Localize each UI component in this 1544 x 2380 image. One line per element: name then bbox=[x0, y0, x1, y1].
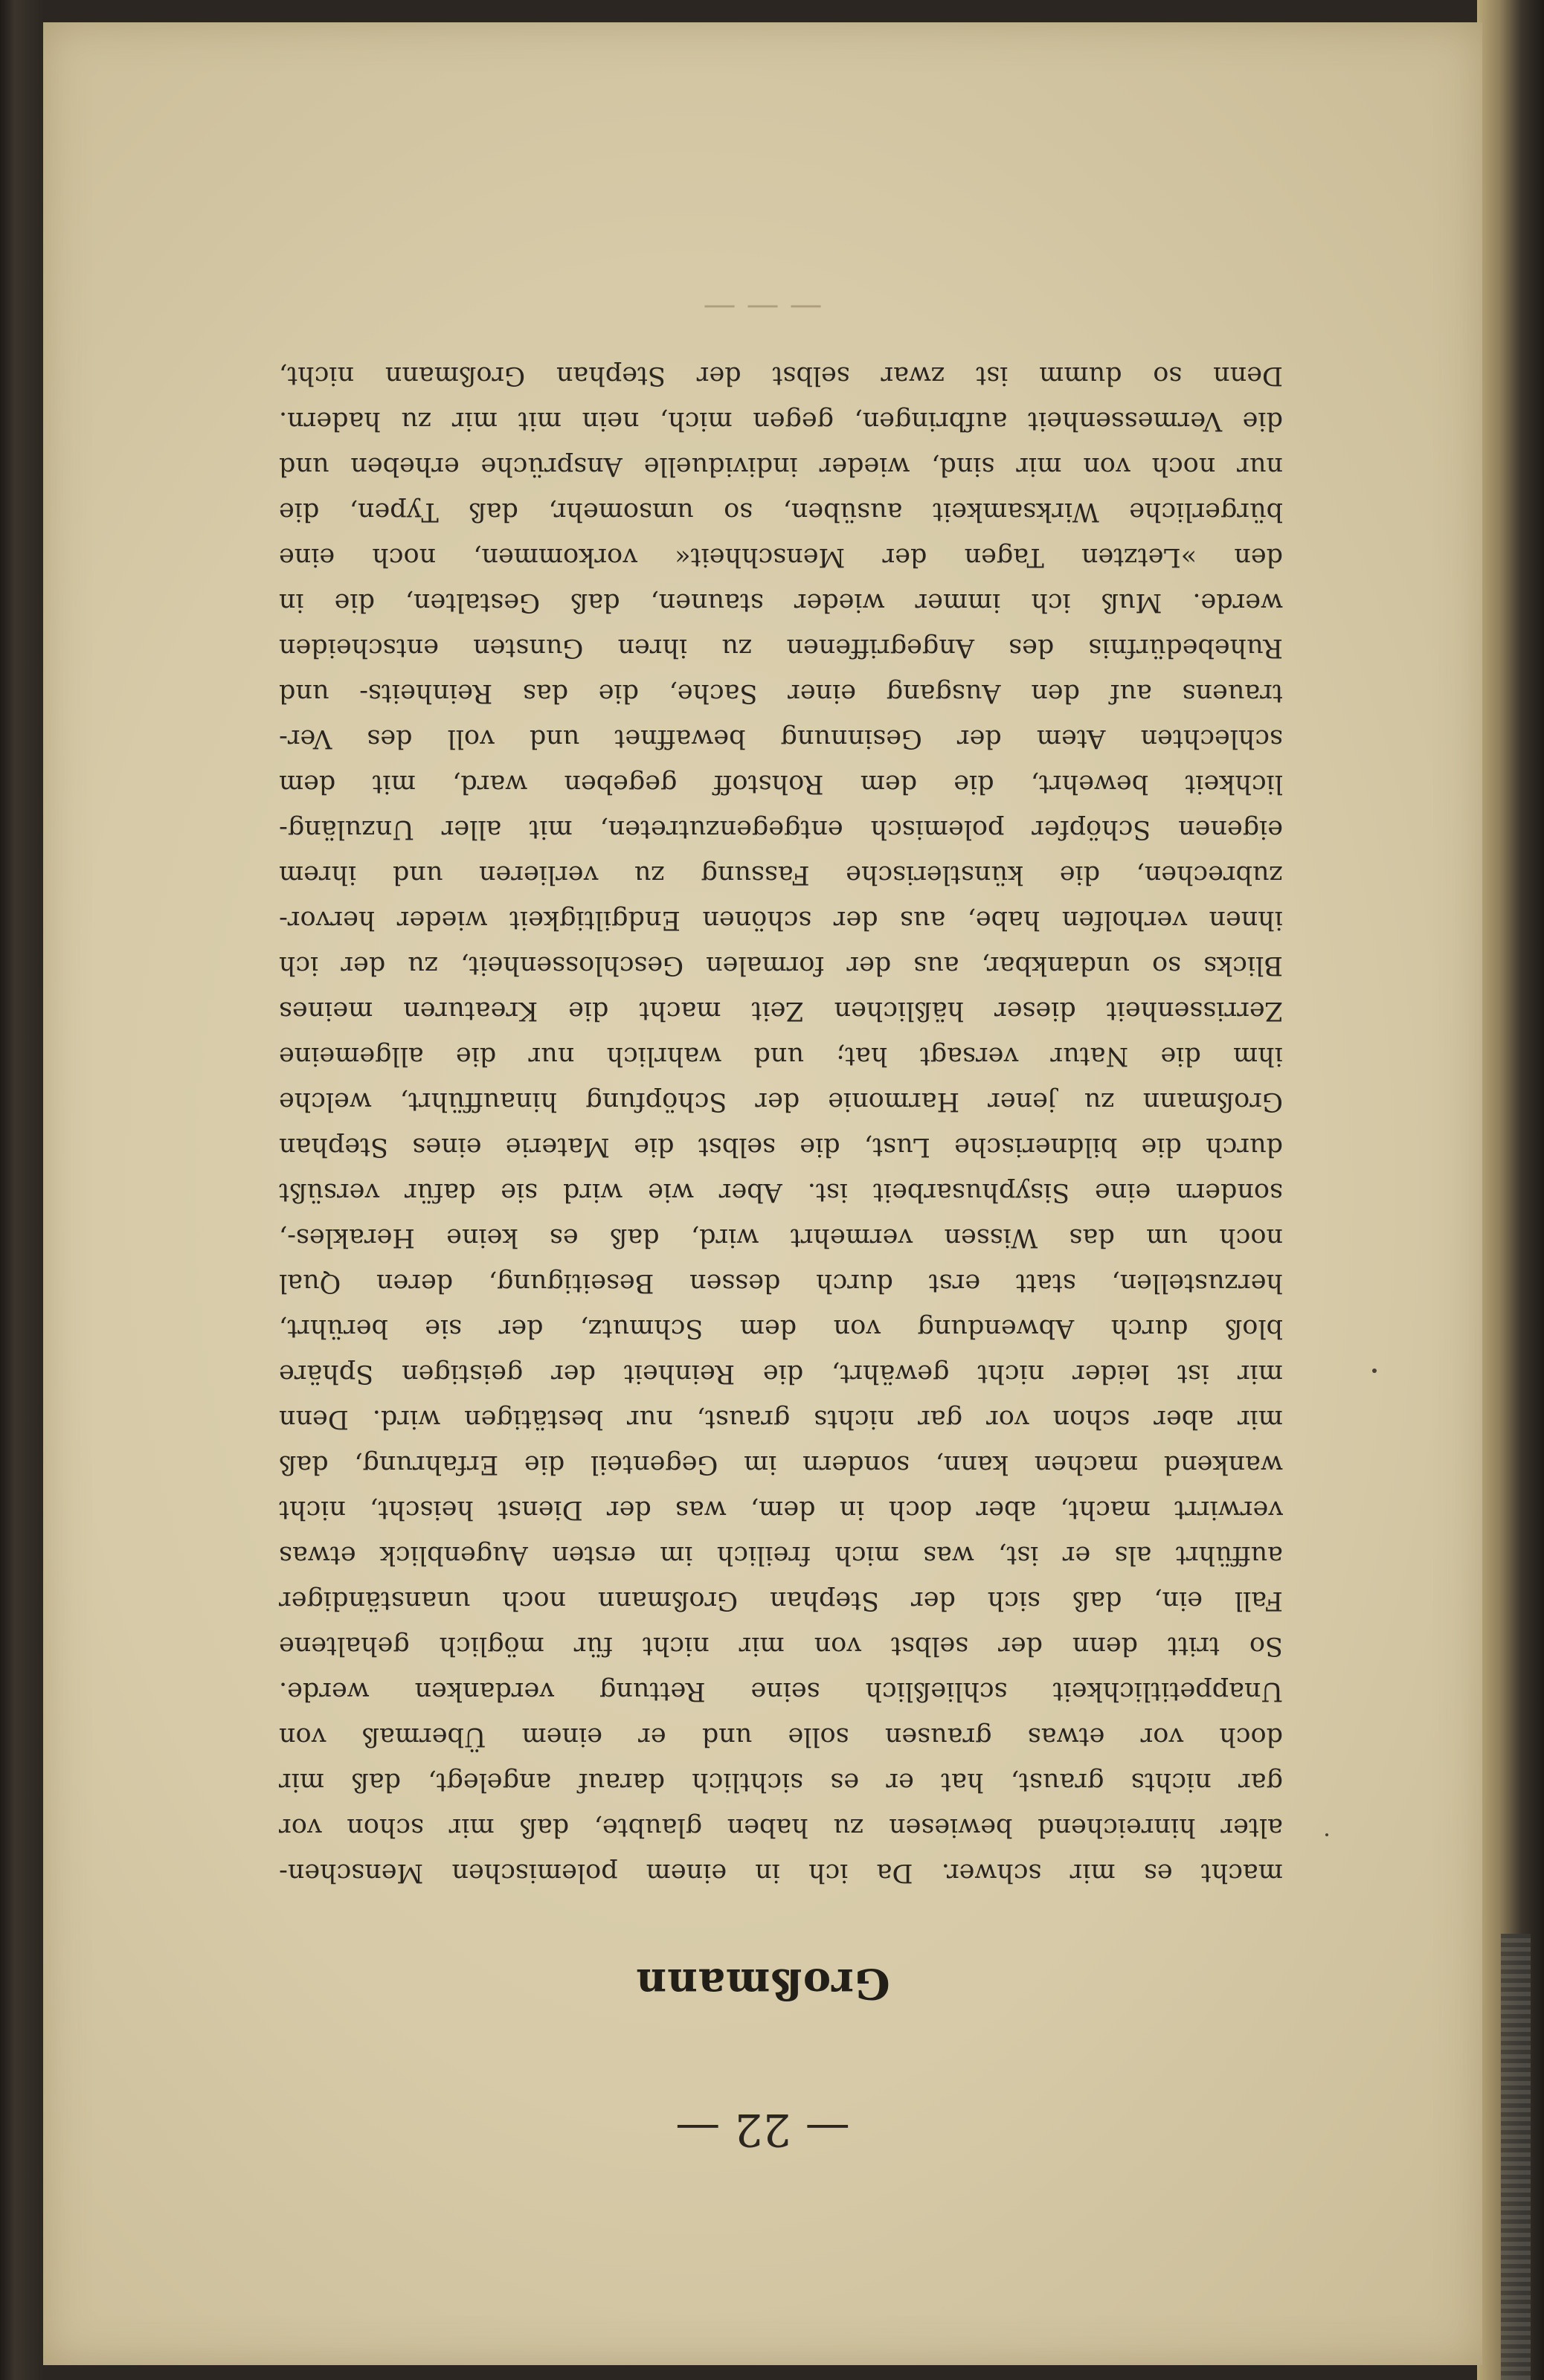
text-line: den »Letzten Tagen der Menschheit« vorkommen, noch eine bbox=[279, 542, 1283, 572]
text-line: Großmann zu jener Harmonie der Schöpfung hinaufführt, welche bbox=[279, 1087, 1283, 1116]
text-line: lichkeit bewehrt, die dem Rohstoff gegeben ward, mit dem bbox=[279, 769, 1283, 799]
text-line: mir ist leider nicht gewährt, die Reinheit der geistigen Sphäre bbox=[279, 1359, 1283, 1389]
text-line: ihnen verholfen habe, aus der schönen Endgiltigkeit wieder hervor- bbox=[279, 905, 1283, 935]
text-line: durch die bildnerische Lust, die selbst die Materie eines Stephan bbox=[279, 1132, 1283, 1162]
text-line: Ruhebedürfnis des Angegriffenen zu ihren Gunsten entscheiden bbox=[279, 633, 1283, 663]
text-line: herzustellen, statt erst durch dessen Beseitigung, deren Qual bbox=[279, 1268, 1283, 1298]
text-line: zubrechen, die künstlerische Fassung zu verlieren und ihrem bbox=[279, 860, 1283, 890]
chapter-title: Großmann bbox=[635, 1959, 890, 2008]
page-number: — 22 — bbox=[675, 2103, 850, 2155]
text-line: alter hinreichend bewiesen zu haben glaubte, daß mir schon vor bbox=[279, 1813, 1283, 1842]
text-line: macht es mir schwer. Da ich in einem polemischen Menschen- bbox=[279, 1858, 1283, 1888]
text-line: trauens auf den Ausgang einer Sache, die das Reinheits- und bbox=[279, 678, 1283, 708]
text-line: sondern eine Sisyphusarbeit ist. Aber wie wird sie dafür versüßt bbox=[279, 1177, 1283, 1207]
text-line: Blicks so undankbar, aus der formalen Geschlossenheit, zu der ich bbox=[279, 951, 1283, 980]
text-line: werde. Muß ich immer wieder staunen, daß Gestalten, die in bbox=[279, 588, 1283, 617]
paper-speck bbox=[1325, 1833, 1328, 1836]
text-line: wankend machen kann, sondern im Gegenteil die Erfahrung, daß bbox=[279, 1450, 1283, 1479]
text-line: doch vor etwas grausen solle und er einem Übermaß von bbox=[279, 1722, 1283, 1752]
body-text bbox=[279, 353, 1283, 1895]
page-content-rotated bbox=[43, 22, 1482, 2365]
book-spine-strip bbox=[1501, 1934, 1531, 2380]
text-line: bloß durch Abwendung von dem Schmutz, der sie berührt, bbox=[279, 1313, 1283, 1343]
text-line: ihm die Natur versagt hat; und wahrlich nur die allgemeine bbox=[279, 1041, 1283, 1071]
text-line: eigenen Schöpfer polemisch entgegenzutreten, mit aller Unzuläng- bbox=[279, 814, 1283, 844]
text-line: Zerrissenheit dieser häßlichen Zeit macht die Kreaturen meines bbox=[279, 996, 1283, 1026]
text-line: gar nichts graust, hat er es sichtlich darauf angelegt, daß mir bbox=[279, 1767, 1283, 1797]
text-line: verwirrt macht, aber doch in dem, was der Dienst heischt, nicht bbox=[279, 1495, 1283, 1525]
text-line: Denn so dumm ist zwar selbst der Stephan Großmann nicht, bbox=[279, 361, 1283, 390]
text-line: schlechten Atem der Gesinnung bewaffnet und voll des Ver- bbox=[279, 724, 1283, 753]
text-line: nur noch von mir sind, wieder individuelle Ansprüche erheben und bbox=[279, 451, 1283, 481]
text-line: noch um das Wissen vermehrt wird, daß es keine Herakles-, bbox=[279, 1223, 1283, 1252]
text-line: bürgerliche Wirksamkeit ausüben, so umsomehr, daß Typen, die bbox=[279, 497, 1283, 527]
text-line: die Vermessenheit aufbringen, gegen mich, nein mit mir zu hadern. bbox=[279, 406, 1283, 436]
paper-speck bbox=[1372, 1368, 1377, 1373]
text-line: Unappetitlichkeit schließlich seine Rettung verdanken werde. bbox=[279, 1676, 1283, 1706]
text-line: mir aber schon vor gar nichts graust, nur bestätigen wird. Denn bbox=[279, 1404, 1283, 1434]
text-line: Fall ein, daß sich der Stephan Großmann noch unanständiger bbox=[279, 1586, 1283, 1615]
text-line: aufführt als er ist, was mich freilich im ersten Augenblick etwas bbox=[279, 1540, 1283, 1570]
faint-show-through-mark: — — — bbox=[703, 289, 823, 327]
text-line: So tritt denn der selbst von mir nicht für möglich gehaltene bbox=[279, 1631, 1283, 1661]
